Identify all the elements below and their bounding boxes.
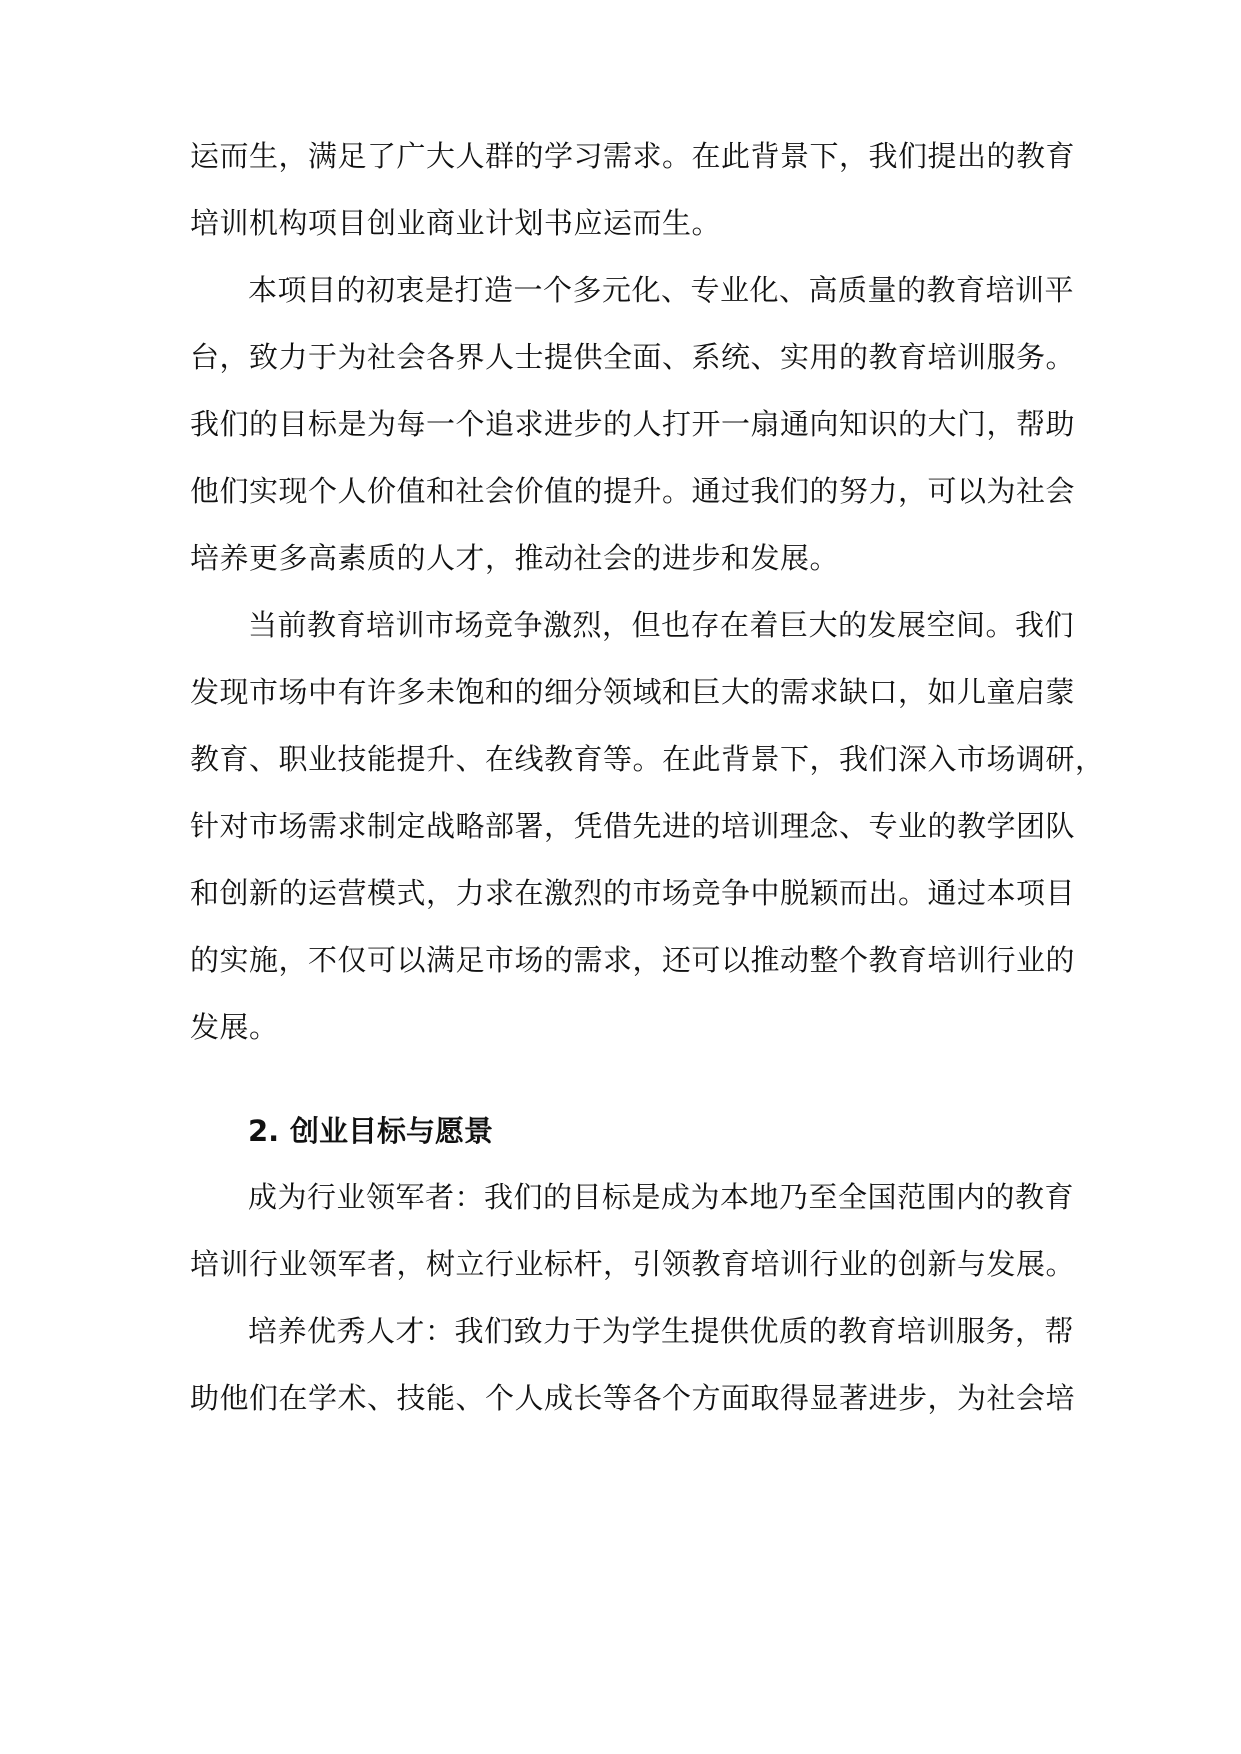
section-number: 2. bbox=[248, 1114, 280, 1148]
paragraph-2-line-5: 培养更多高素质的人才，推动社会的进步和发展。 bbox=[190, 541, 840, 575]
section-paragraph-1-line-1: 成为行业领军者：我们的目标是成为本地乃至全国范围内的教育 bbox=[248, 1180, 1075, 1214]
paragraph-3-line-7: 发展。 bbox=[190, 1010, 279, 1044]
paragraph-3-line-6: 的实施，不仅可以满足市场的需求，还可以推动整个教育培训行业的 bbox=[190, 943, 1076, 977]
paragraph-1-line-1: 运而生，满足了广大人群的学习需求。在此背景下，我们提出的教育 bbox=[190, 139, 1076, 173]
section-heading bbox=[248, 1111, 493, 1151]
section-title: 创业目标与愿景 bbox=[290, 1114, 494, 1148]
paragraph-1-line-2: 培训机构项目创业商业计划书应运而生。 bbox=[190, 206, 722, 240]
paragraph-2-line-4: 他们实现个人价值和社会价值的提升。通过我们的努力，可以为社会 bbox=[190, 474, 1076, 508]
paragraph-2-line-1: 本项目的初衷是打造一个多元化、专业化、高质量的教育培训平 bbox=[248, 273, 1075, 307]
section-paragraph-1-line-2: 培训行业领军者，树立行业标杆，引领教育培训行业的创新与发展。 bbox=[190, 1247, 1076, 1281]
paragraph-3-line-3: 教育、职业技能提升、在线教育等。在此背景下，我们深入市场调研， bbox=[190, 742, 1105, 776]
paragraph-3-line-5: 和创新的运营模式，力求在激烈的市场竞争中脱颖而出。通过本项目 bbox=[190, 876, 1076, 910]
section-paragraph-2-line-1: 培养优秀人才：我们致力于为学生提供优质的教育培训服务，帮 bbox=[248, 1314, 1075, 1348]
paragraph-3-line-2: 发现市场中有许多未饱和的细分领域和巨大的需求缺口，如儿童启蒙 bbox=[190, 675, 1076, 709]
paragraph-2-line-3: 我们的目标是为每一个追求进步的人打开一扇通向知识的大门，帮助 bbox=[190, 407, 1076, 441]
paragraph-3-line-4: 针对市场需求制定战略部署，凭借先进的培训理念、专业的教学团队 bbox=[190, 809, 1076, 843]
paragraph-2-line-2: 台，致力于为社会各界人士提供全面、系统、实用的教育培训服务。 bbox=[190, 340, 1076, 374]
paragraph-3-line-1: 当前教育培训市场竞争激烈，但也存在着巨大的发展空间。我们 bbox=[248, 608, 1075, 642]
section-paragraph-2-line-2: 助他们在学术、技能、个人成长等各个方面取得显著进步，为社会培 bbox=[190, 1381, 1076, 1415]
